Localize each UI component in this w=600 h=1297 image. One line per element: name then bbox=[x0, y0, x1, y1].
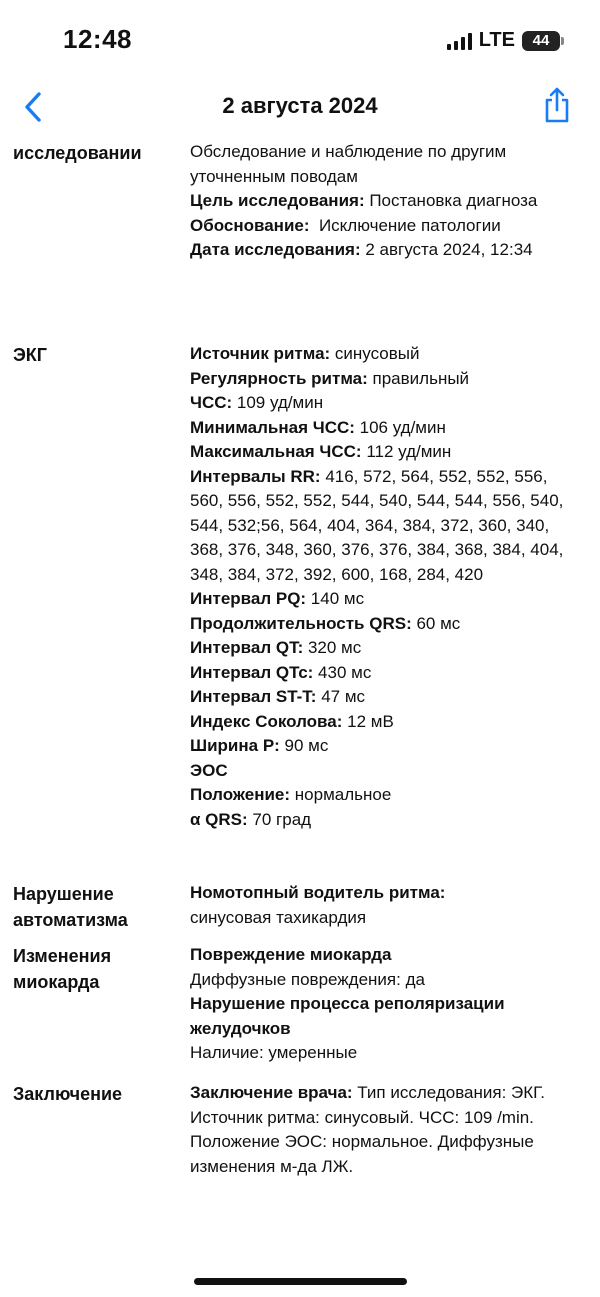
section-value bbox=[190, 140, 580, 342]
status-bar bbox=[0, 0, 600, 80]
conclusion-text: Заключение врача: Тип исследования: ЭКГ. Источник ритма: синусовый. ЧСС: 109 /min. Положение ЭОС: нормальное. Диффузные изменения м-да ЛЖ. bbox=[190, 1083, 546, 1176]
ecg-item: Индекс Соколова: 12 мВ bbox=[190, 711, 394, 731]
ecg-item: ЭОС bbox=[190, 760, 228, 780]
ecg-item: ЧСС: 109 уд/мин bbox=[190, 393, 324, 412]
section-value bbox=[190, 881, 580, 943]
navigation-bar bbox=[0, 80, 600, 135]
section-value bbox=[190, 943, 580, 1081]
study-reason: Обоснование: Исключение патологии bbox=[190, 215, 501, 235]
network-type: LTE bbox=[478, 29, 515, 51]
ecg-item: Минимальная ЧСС: 106 уд/мин bbox=[190, 417, 446, 437]
ecg-item: Интервал PQ: 140 мс bbox=[190, 589, 365, 608]
ecg-item: Интервалы RR: 416, 572, 564, 552, 552, 556, 560, 556, 552, 552, 544, 540, 544, 544, 556, 540, 544, 532;56, 564, 404, 364, 384, 372, 360, 340, 368, 376, 348, 360, 376, 376, 384, 368, 384, 404, 348, 384, 372, 392, 600, 168, 284, 420 bbox=[190, 466, 564, 584]
study-date: Дата исследования: 2 августа 2024, 12:34 bbox=[190, 240, 533, 259]
section-value bbox=[190, 1081, 580, 1179]
ecg-item: Ширина P: 90 мс bbox=[190, 736, 329, 755]
study-goal: Цель исследования: Постановка диагноза bbox=[190, 191, 538, 210]
section-label: Заключение bbox=[13, 1084, 123, 1104]
battery-level: 44 bbox=[532, 32, 550, 49]
myocard-text: Диффузные повреждения: да bbox=[190, 969, 425, 989]
signal-icon bbox=[447, 32, 472, 50]
section-automatism bbox=[0, 881, 600, 943]
study-text: Обследование и наблюдение по другим уточненным поводам bbox=[190, 142, 507, 186]
section-value bbox=[190, 342, 580, 881]
ecg-item: Регулярность ритма: правильный bbox=[190, 368, 470, 388]
section-label: ЭКГ bbox=[13, 345, 47, 365]
ecg-item: α QRS: 70 град bbox=[190, 809, 312, 829]
ecg-item: Максимальная ЧСС: 112 уд/мин bbox=[190, 442, 452, 461]
ecg-item: Интервал ST-T: 47 мс bbox=[190, 687, 366, 706]
ecg-item: Интервал QTc: 430 мс bbox=[190, 662, 372, 682]
section-myocard bbox=[0, 943, 600, 1081]
ecg-item: Положение: нормальное bbox=[190, 785, 392, 804]
page-title: 2 августа 2024 bbox=[222, 93, 378, 118]
status-icons bbox=[447, 29, 560, 52]
section-ecg bbox=[0, 342, 600, 881]
ecg-item: Интервал QT: 320 мс bbox=[190, 638, 362, 657]
myocard-text: Наличие: умеренные bbox=[190, 1043, 358, 1062]
report-content bbox=[0, 140, 600, 1179]
section-conclusion bbox=[0, 1081, 600, 1179]
status-time: 12:48 bbox=[63, 24, 132, 54]
home-indicator[interactable] bbox=[194, 1278, 407, 1285]
share-icon[interactable] bbox=[542, 86, 572, 124]
section-label: исследовании bbox=[13, 143, 142, 163]
automatism-key: Номотопный водитель ритма: bbox=[190, 883, 446, 902]
section-label: Нарушение автоматизма bbox=[13, 884, 128, 930]
section-study bbox=[0, 140, 600, 342]
battery-icon bbox=[522, 31, 560, 51]
ecg-item: Источник ритма: синусовый bbox=[190, 344, 420, 363]
automatism-value: синусовая тахикардия bbox=[190, 907, 367, 927]
myocard-heading: Повреждение миокарда bbox=[190, 945, 392, 964]
section-label: Изменения миокарда bbox=[13, 946, 112, 992]
ecg-item: Продолжительность QRS: 60 мс bbox=[190, 613, 461, 633]
myocard-heading: Нарушение процесса реполяризации желудочков bbox=[190, 994, 505, 1038]
